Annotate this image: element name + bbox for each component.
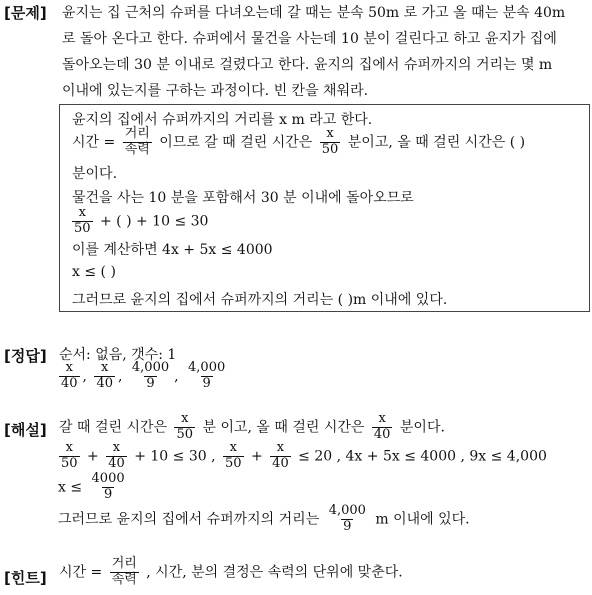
fraction: $\frac{x}{40}$ [108,440,125,471]
answer-meta: 순서: 없음, 갯수: 1 [59,347,177,363]
answer-fraction: $\frac{x}{40}$ [61,360,78,391]
box-line [72,127,525,158]
explanation-line: $\frac{x}{50}$ + $\frac{x}{40}$ + 10 ≤ 30 , $\frac{x}{50}$ + $\frac{x}{40}$ ≤ 20 , 4x + 5x ≤ 4000 , 9x ≤ 4,000 [61,440,547,471]
box-text: 분이고, 올 때 걸린 시간은 ( ) [347,134,526,151]
answer-list [56,361,230,392]
fraction: $\frac{x}{40}$ [373,411,391,442]
fraction: $\frac{x}{40}$ [272,440,289,471]
explanation-line: x ≤ $\frac{4000}{9}$ [58,471,125,502]
explanation-label: [해설] [4,421,47,439]
solution-process-box [59,104,590,312]
fraction: $\frac{x}{50}$ [74,205,91,236]
problem-line: 이내에 있는지를 구하는 과정이다. 빈 칸을 채워라. [62,83,369,99]
separator: , [82,368,87,385]
explanation-line: 갈 때 걸린 시간은 $\frac{x}{50}$ 분 이고, 올 때 걸린 시간은 $\frac{x}{40}$ 분이다. [59,411,445,442]
problem-text [62,0,588,104]
problem-line: 윤지는 집 근처의 슈퍼를 다녀오는데 갈 때는 분속 50m 로 가고 올 때는 분속 40m [62,5,566,21]
answer-label: [정답] [4,347,47,365]
fraction: $\frac{x}{50}$ [224,440,242,471]
fraction: $\frac{\text{거리}}{\text{속력}}$ [124,126,150,157]
fraction: $\frac{4000}{9}$ [91,471,125,502]
answer-fraction: $\frac{4,000}{9}$ [131,360,170,391]
fraction: $\frac{x}{50}$ [321,126,339,157]
box-line: 분이다. [72,166,118,182]
box-text: + ( ) + 10 ≤ 30 [100,213,209,230]
separator: , [118,368,123,385]
fraction: $\frac{\text{거리}}{\text{속력}}$ [111,556,137,587]
problem-line: 로 돌아 온다고 한다. 슈퍼에서 물건을 사는데 10 분이 걸린다고 하고 윤지가 집에 [62,31,557,47]
problem-label: [문제] [4,4,47,22]
fraction: $\frac{4,000}{9}$ [328,503,366,534]
fraction: $\frac{x}{50}$ [61,440,78,471]
separator: , [174,368,179,385]
box-text: 시간 = [72,134,116,151]
problem-line: 돌아오는데 30 분 이내로 걸렸다고 한다. 윤지의 집에서 슈퍼까지의 거리는 몇 m [62,57,553,73]
answer-fraction: $\frac{x}{40}$ [96,360,113,391]
explanation-line: 그러므로 윤지의 집에서 슈퍼까지의 거리는 $\frac{4,000}{9}$ m 이내에 있다. [58,503,470,534]
box-text: 이므로 갈 때 걸린 시간은 [159,134,313,151]
box-line: 그러므로 윤지의 집에서 슈퍼까지의 거리는 ( )m 이내에 있다. [72,292,448,308]
hint-text: 시간 = $\frac{\text{거리}}{\text{속력}}$ , 시간, 분의 결정은 속력의 단위에 맞춘다. [59,556,403,587]
hint-label: [힌트] [4,569,47,587]
box-line: x ≤ ( ) [72,264,116,280]
box-line: 물건을 사는 10 분을 포함해서 30 분 이내에 돌아오므로 [72,190,414,206]
box-line: 이를 계산하면 4x + 5x ≤ 4000 [72,242,273,258]
fraction: $\frac{x}{50}$ [176,411,194,442]
box-line [72,206,208,237]
answer-fraction: $\frac{4,000}{9}$ [188,360,226,391]
box-line: 윤지의 집에서 슈퍼까지의 거리를 x m 라고 한다. [72,112,373,128]
